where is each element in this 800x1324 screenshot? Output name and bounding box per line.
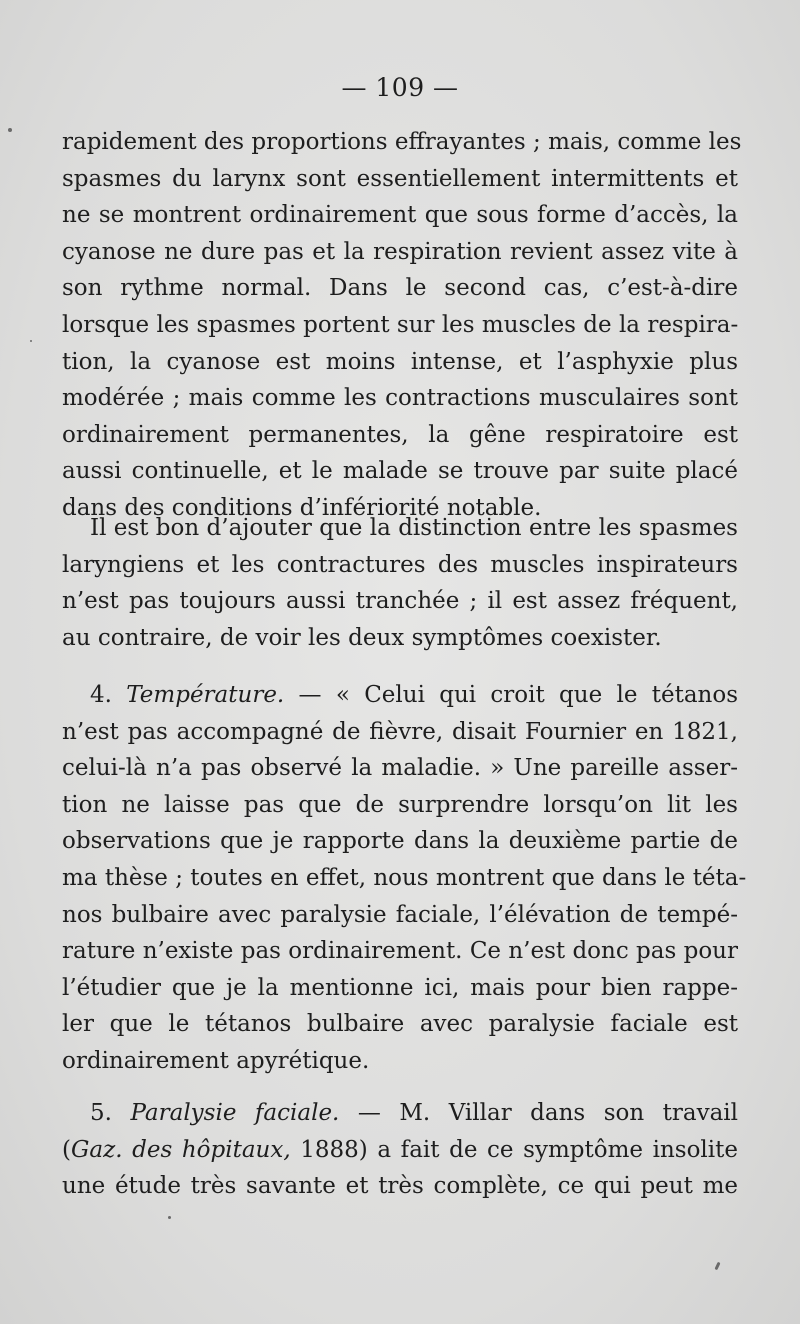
- scan-speck: [168, 1216, 171, 1219]
- section-number: 4.: [90, 682, 112, 708]
- text-line: ordinairement apyrétique.: [62, 1047, 370, 1074]
- journal-title: Gaz. des hôpitaux,: [70, 1136, 291, 1163]
- text-line: rature n’existe pas ordinairement. Ce n’est donc pas pour: [62, 938, 738, 965]
- text-line: spasmes du larynx sont essentiellement intermittents et: [62, 165, 738, 192]
- text-line: l’étudier que je la mentionne ici, mais pour bien rappe-: [62, 974, 738, 1001]
- text-line: ne se montrent ordinairement que sous forme d’accès, la: [62, 202, 738, 229]
- scan-speck: [714, 1262, 720, 1271]
- text-run: — M. Villar dans son travail: [357, 1100, 739, 1126]
- text-line: n’est pas toujours aussi tranchée ; il est assez fréquent,: [62, 588, 738, 615]
- section-title: Paralysie faciale.: [130, 1100, 340, 1126]
- text-line: celui-là n’a pas observé la maladie. » Une pareille asser-: [62, 755, 738, 782]
- text-line: lorsque les spasmes portent sur les muscles de la respira-: [62, 311, 739, 338]
- text-line: une étude très savante et très complète, ce qui peut me: [62, 1173, 738, 1200]
- text-line: n’est pas accompagné de fièvre, disait Fournier en 1821,: [62, 718, 738, 745]
- text-run: — « Celui qui croit que le tétanos: [298, 682, 738, 708]
- text-line: rapidement des proportions effrayantes ; mais, comme les: [62, 129, 742, 155]
- section-title: Température.: [126, 682, 285, 708]
- section-number: 5.: [90, 1100, 112, 1126]
- text-line: ler que le tétanos bulbaire avec paralysie faciale est: [62, 1011, 738, 1038]
- text-line: tion ne laisse pas que de surprendre lorsqu’on lit les: [62, 791, 738, 818]
- page-number: — 109 —: [341, 73, 459, 102]
- text-line: Il est bon d’ajouter que la distinction entre les spasmes: [90, 515, 738, 541]
- text-run: 1888) a fait de ce symptôme insolite: [290, 1136, 738, 1163]
- section-temperature: [62, 677, 747, 1080]
- text-line: [62, 1132, 738, 1169]
- text-line: ordinairement permanentes, la gêne respiratoire est: [62, 421, 738, 448]
- text-line: nos bulbaire avec paralysie faciale, l’élévation de tempé-: [62, 901, 738, 928]
- section-heading-line: [62, 1095, 738, 1132]
- scan-speck: [8, 128, 12, 132]
- paragraph-continuation: [62, 124, 742, 527]
- section-paralysie-faciale: [62, 1095, 738, 1205]
- text-line: son rythme normal. Dans le second cas, c’est-à-dire: [62, 275, 738, 302]
- text-line: modérée ; mais comme les contractions musculaires sont: [62, 385, 738, 412]
- scan-speck: [30, 340, 32, 342]
- text-line: aussi continuelle, et le malade se trouve par suite placé: [62, 458, 738, 485]
- paragraph-spasmes: [62, 510, 738, 656]
- text-run: (: [62, 1136, 71, 1163]
- text-line: dans des conditions d’infériorité notable.: [62, 494, 542, 521]
- text-line: observations que je rapporte dans la deuxième partie de: [62, 828, 738, 855]
- text-line: tion, la cyanose est moins intense, et l’asphyxie plus: [62, 348, 738, 375]
- section-heading-line: [62, 677, 738, 714]
- text-line: ma thèse ; toutes en effet, nous montrent que dans le téta-: [62, 864, 747, 891]
- text-line: laryngiens et les contractures des muscles inspirateurs: [62, 551, 738, 578]
- text-line: cyanose ne dure pas et la respiration revient assez vite à: [62, 238, 738, 265]
- text-line: au contraire, de voir les deux symptômes coexister.: [62, 624, 662, 651]
